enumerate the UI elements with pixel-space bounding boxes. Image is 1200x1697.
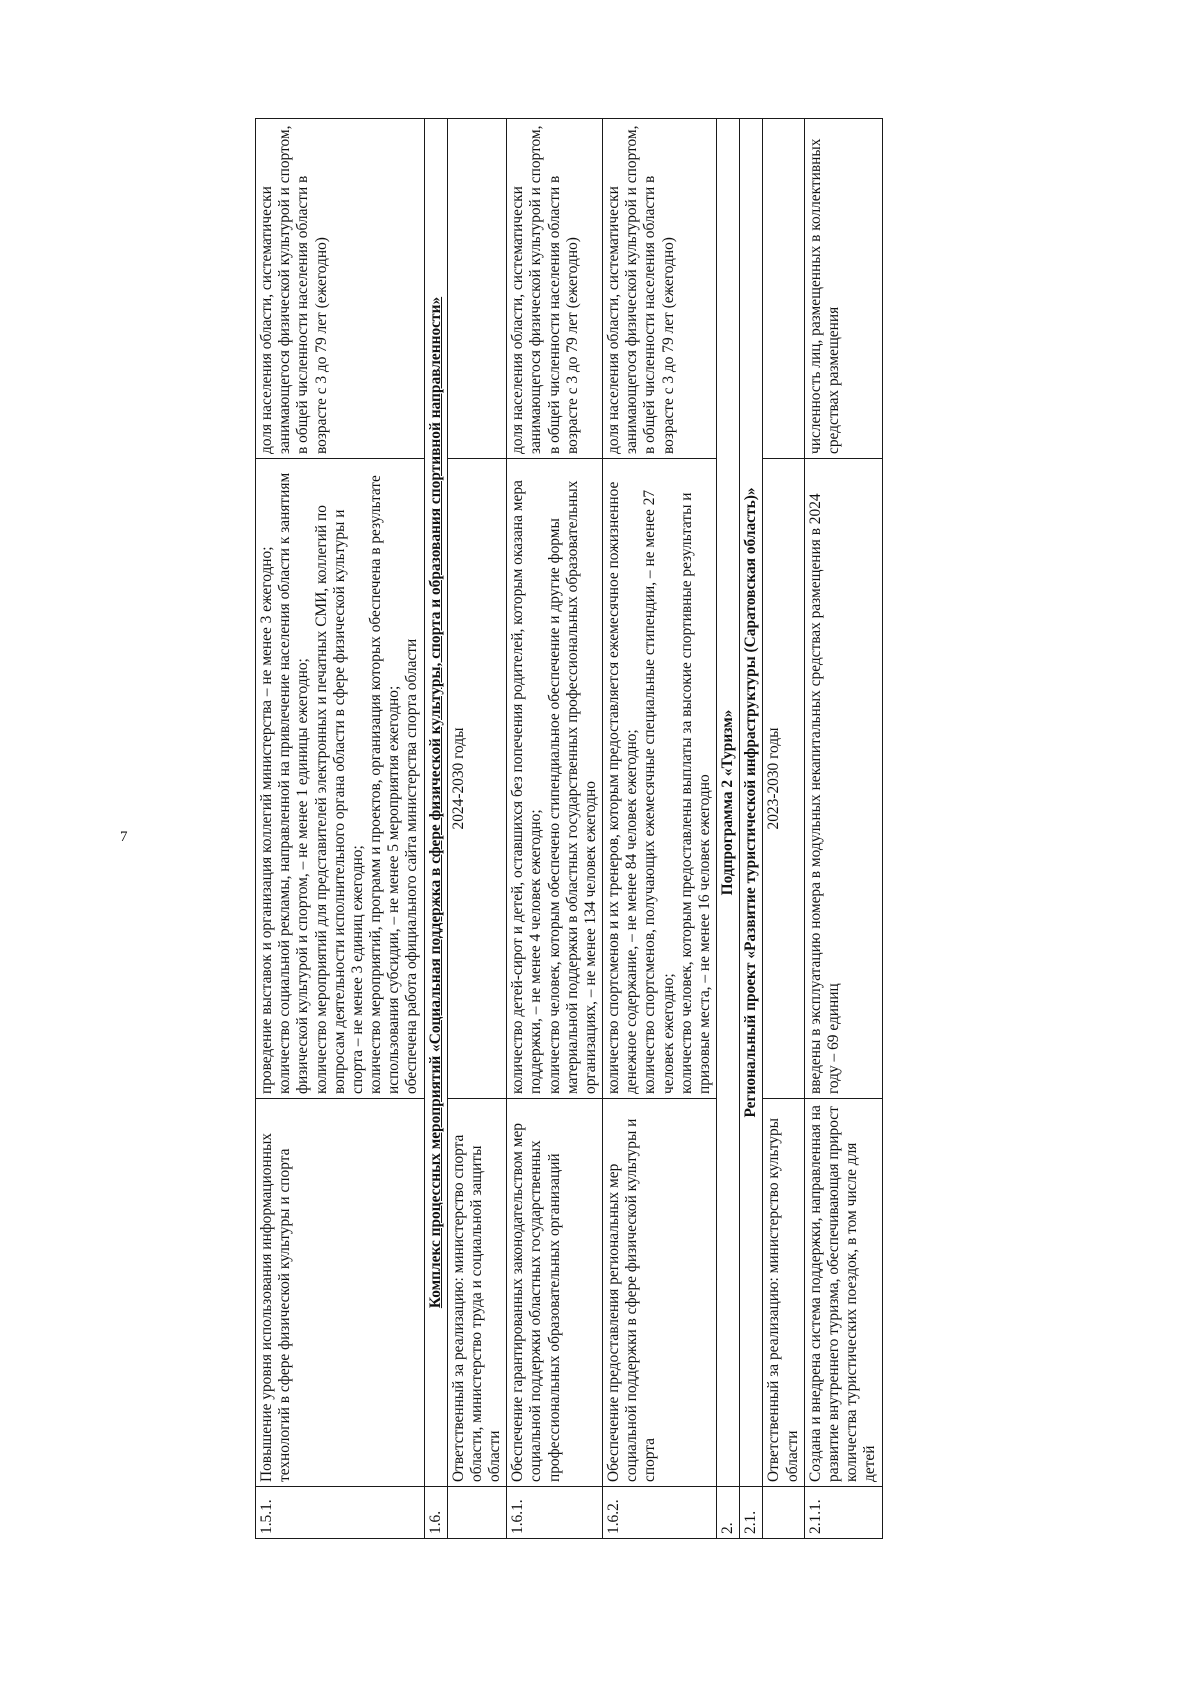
table-row [603,119,717,1539]
result-item: количество мероприятий для представителей электронных и печатных СМИ, коллегий по вопросам деятельности исполнительного органа области в сфере физической культуры и спорта – не менее 3 единиц ежегодно; [312,505,366,1094]
result-item: проведение выставок и организация коллегий министерства – не менее 3 ежегодно; [258,546,275,1094]
program-table [255,118,883,1539]
period: 2023-2030 годы [763,459,804,1099]
period: 2024-2030 годы [447,459,507,1099]
expected-results [256,459,425,1099]
section-header: Региональный проект «Развитие туристической инфраструктуры (Саратовская область)» [740,119,763,1487]
result-item: количество детей-сирот и детей, оставшихся без попечения родителей, которым оказана мера поддержки, – не менее 4 человек ежегодно; [509,480,545,1094]
table-row [804,119,882,1539]
event-title: Обеспечение предоставления региональных мер социальной поддержки в сфере физической культуры и спорта [603,1099,717,1487]
expected-results [603,459,717,1099]
result-item: количество мероприятий, программ и проектов, организация которых обеспечена в результате использования субсидии, – не менее 5 мероприятия ежегодно; [367,475,403,1094]
result-item: количество спортсменов и их тренеров, которым предоставляется ежемесячное пожизненное денежное содержание, – не менее 84 человек ежегодно; [605,481,641,1094]
row-number: 1.6. [424,1487,447,1539]
rotated-table-container [255,119,985,1539]
row-number: 2.1.1. [804,1487,882,1539]
event-title: Создана и внедрена система поддержки, направленная на развитие внутреннего туризма, обеспечивающая прирост количества туристических поездок, в том числе для детей [804,1099,882,1487]
table-row [447,119,507,1539]
result-item: введены в эксплуатацию номера в модульных некапитальных средствах размещения в 2024 году – 69 единиц [806,493,842,1094]
expected-results [804,459,882,1099]
section-header: Комплекс процессных мероприятий «Социальная поддержка в сфере физической культуры, спорта и образования спортивной направленности» [424,119,447,1487]
indicator: доля населения области, систематически занимающегося физической культурой и спортом, в общей численности населения области в возрасте с 3 до 79 лет (ежегодно) [507,119,603,459]
indicator: доля населения области, систематически занимающегося физической культурой и спортом, в общей численности населения области в возрасте с 3 до 79 лет (ежегодно) [256,119,425,459]
row-number: 1.5.1. [256,1487,425,1539]
event-title: Обеспечение гарантированных законодательством мер социальной поддержки областных государственных профессиональных образовательных организаций [507,1099,603,1487]
result-item: количество спортсменов, получающих ежемесячные специальные стипендии, – не менее 27 человек ежегодно; [641,489,677,1094]
result-item: количество социальной рекламы, направленной на привлечение населения области к занятиям физической культурой и спортом, – не менее 1 единицы ежегодно; [276,472,312,1094]
table-row [256,119,425,1539]
table-row [507,119,603,1539]
row-number: 2. [717,1487,740,1539]
table-row [717,119,740,1539]
responsible: Ответственный за реализацию: министерство культуры области [763,1099,804,1487]
result-item: обеспечена работа официального сайта министерства спорта области [403,638,421,1094]
row-number: 1.6.2. [603,1487,717,1539]
result-item: количество человек, которым предоставлены выплаты за высокие спортивные результаты и призовые места, – не менее 16 человек ежегодно [677,492,713,1094]
table-row [763,119,804,1539]
row-number: 1.6.1. [507,1487,603,1539]
page-number: 7 [120,829,128,845]
result-item: количество человек, которым обеспечено стипендиальное обеспечение и другие формы материальной поддержки в областных государственных профессиональных образовательных организациях, – не менее 134 человек ежегодно [545,480,599,1094]
indicator: доля населения области, систематически занимающегося физической культурой и спортом, в общей численности населения области в возрасте с 3 до 79 лет (ежегодно) [603,119,717,459]
table-row [740,119,763,1539]
subprogram-header: Подпрограмма 2 «Туризм» [717,119,740,1487]
responsible: Ответственный за реализацию: министерство спорта области, министерство труда и социальной защиты области [447,1099,507,1487]
indicator: численность лиц, размещенных в коллективных средствах размещения [804,119,882,459]
table-row [424,119,447,1539]
event-title: Повышение уровня использования информационных технологий в сфере физической культуры и спорта [256,1099,425,1487]
expected-results [507,459,603,1099]
row-number: 2.1. [740,1487,763,1539]
